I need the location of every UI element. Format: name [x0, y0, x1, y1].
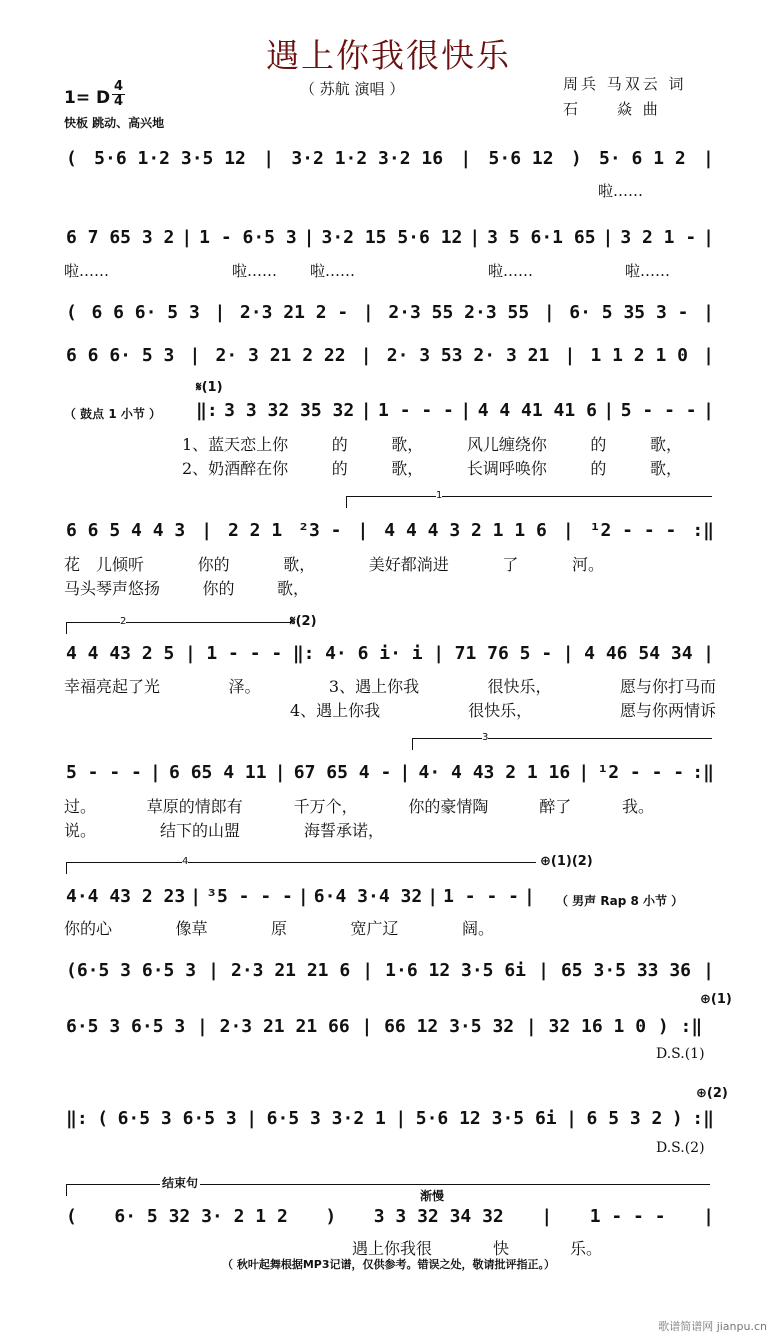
notation-token: 6 65 4 11: [169, 762, 267, 783]
notation-token: |: [469, 227, 481, 248]
notation-token: 2 2 1: [228, 520, 283, 541]
notation-token: 2·3 55 2·3 55: [388, 302, 530, 323]
lyric-word: 泽。: [228, 677, 261, 696]
notation-token: :‖: [692, 520, 714, 541]
lyric-word: 啦……: [625, 262, 671, 280]
notation-token: 3 3 32 34 32: [373, 1206, 504, 1227]
notation-token: |: [433, 643, 445, 664]
key-signature: 1= D: [64, 88, 111, 108]
notation-token: :‖: [692, 762, 714, 783]
lyric-word: 歌，: [283, 555, 316, 574]
volta-number: 2: [120, 616, 127, 627]
notation-token: 6· 5 32 3· 2 1 2: [114, 1206, 288, 1227]
notation-token: |: [201, 520, 213, 541]
notation-token: |: [562, 520, 574, 541]
notation-token: 5 - - -: [66, 762, 142, 783]
notation-token: 6 6 5 4 4 3: [66, 520, 186, 541]
lyric-word: 醉了: [539, 797, 572, 816]
lyric-word: 歌，: [391, 459, 424, 478]
lyric-word: 原: [270, 919, 287, 938]
volta-bracket: [346, 496, 712, 497]
notation-token: |: [150, 762, 161, 783]
lyric-line: [64, 576, 309, 599]
volta-number: 3: [482, 732, 489, 743]
lyric-word: 乐。: [569, 1239, 602, 1258]
notation-token: |: [541, 1206, 553, 1227]
notation-token: |: [189, 345, 201, 366]
notation-token: (6·5 3 6·5 3: [66, 960, 197, 981]
lyric-line: [64, 916, 494, 939]
volta-bracket: [66, 862, 536, 863]
notation-token: 1 - - -: [443, 886, 519, 907]
lyric-word: 你的豪情陶: [408, 797, 489, 816]
lyric-word: 2、奶酒醉在你: [182, 459, 289, 478]
notation-token: |: [297, 886, 309, 907]
score-row: [66, 762, 714, 783]
notation-token: 3·2 1·2 3·2 16: [291, 148, 444, 169]
lyric-word: 歌，: [276, 579, 309, 598]
coda-marker: ⊕(1)(2): [540, 854, 593, 869]
notation-token: 4 4 4 3 2 1 1 6: [384, 520, 547, 541]
notation-token: 6 5 3 2: [586, 1108, 663, 1129]
lyric-word: 说。: [64, 821, 97, 840]
lyric-line: [64, 794, 654, 817]
site-watermark: 歌谱简谱网 jianpu.cn: [658, 1320, 767, 1333]
notation-token: |: [603, 400, 615, 421]
notation-token: |: [543, 302, 555, 323]
notation-token: |: [427, 886, 439, 907]
ritardando-label: 渐慢: [420, 1189, 445, 1203]
lyric-line: [64, 552, 604, 575]
lyric-word: 啦……: [488, 262, 534, 280]
score-row: [66, 227, 714, 248]
drum-note: （ 鼓点 1 小节 ）: [64, 407, 162, 421]
notation-token: (: [66, 1206, 77, 1227]
notation-token: 1 1 2 1 0: [590, 345, 688, 366]
notation-token: ‖:: [66, 1108, 88, 1129]
notation-token: 3 3 32 35 32: [224, 400, 355, 421]
lyric-word: 阔。: [461, 919, 494, 938]
segno-marker: 𝄋(1): [196, 380, 223, 395]
lyric-word: 的: [331, 435, 348, 454]
notation-token: 4· 4 43 2 1 16: [418, 762, 571, 783]
notation-token: ‖:: [292, 643, 315, 664]
notation-token: |: [524, 886, 535, 907]
lyricist-credit: 周兵 马双云 词: [563, 75, 687, 93]
tempo-marking: 快板 跳动、高兴地: [64, 116, 165, 130]
segno-marker: 𝄋(2): [290, 614, 317, 629]
notation-token: |: [703, 227, 714, 248]
notation-token: |: [460, 148, 472, 169]
notation-token: |: [395, 1108, 407, 1129]
score-row: [66, 345, 714, 366]
meter-top: 4: [114, 79, 124, 94]
notation-token: |: [566, 1108, 577, 1129]
notation-token: 1 - - -: [589, 1206, 666, 1227]
dal-segno-2: D.S.(2): [656, 1140, 705, 1156]
lyric-word: 花 儿倾听: [64, 555, 145, 574]
lyric-word: 美好都淌进: [368, 555, 449, 574]
volta-bracket: [66, 622, 292, 623]
lyric-word: 宽广辽: [350, 919, 399, 938]
notation-token: |: [357, 520, 369, 541]
score-row: [66, 520, 714, 541]
volta-number: 4: [182, 856, 189, 867]
score-row: [66, 960, 714, 981]
notation-token: ): [325, 1206, 337, 1227]
lyric-word: 长调呼唤你: [466, 459, 547, 478]
notation-token: |: [602, 227, 614, 248]
notation-token: 2·3 21 21 66: [219, 1016, 350, 1037]
volta-number: 1: [436, 490, 443, 501]
ending-label: 结束句: [162, 1176, 199, 1190]
lyric-word: 快: [492, 1239, 509, 1258]
notation-token: ¹2 - - -: [589, 520, 677, 541]
lyric-word: 了: [502, 555, 519, 574]
notation-token: 66 12 3·5 32: [384, 1016, 515, 1037]
notation-token: |: [703, 302, 714, 323]
notation-token: 3·2 15 5·6 12: [321, 227, 463, 248]
notation-token: |: [197, 1016, 208, 1037]
lyric-word: 很快乐，: [487, 677, 552, 696]
notation-token: |: [274, 762, 286, 783]
notation-token: |: [399, 762, 411, 783]
notation-token: |: [562, 643, 574, 664]
notation-token: |: [564, 345, 576, 366]
notation-token: |: [703, 345, 714, 366]
lyric-word: 幸福亮起了光: [64, 677, 161, 696]
notation-token: 3 2 1 -: [620, 227, 697, 248]
notation-token: 71 76 5 -: [454, 643, 553, 664]
notation-token: (: [97, 1108, 109, 1129]
notation-token: |: [360, 345, 372, 366]
notation-token: 32 16 1 0: [548, 1016, 647, 1037]
notation-token: 5·6 12: [488, 148, 554, 169]
score-row: [66, 1108, 714, 1129]
notation-token: |: [703, 1206, 714, 1227]
lyric-line: [64, 818, 384, 841]
notation-token: 4·4 43 2 23: [66, 886, 186, 907]
notation-token: |: [525, 1016, 537, 1037]
notation-token: 6 6 6· 5 3: [91, 302, 200, 323]
notation-token: (: [66, 302, 77, 323]
notation-token: |: [362, 302, 374, 323]
score-row: [66, 302, 714, 323]
score-row: [66, 148, 714, 169]
notation-token: 4· 6 i· i: [325, 643, 423, 664]
lyric-word: 我。: [621, 797, 654, 816]
lyric-line: [290, 698, 716, 721]
notation-token: ³5 - - -: [206, 886, 293, 907]
lyric-word: 歌，: [649, 435, 682, 454]
lyric-word: 歌，: [391, 435, 424, 454]
notation-token: ‖:: [196, 400, 218, 421]
lyric-word: 你的: [197, 555, 230, 574]
lyric-line: [182, 456, 682, 479]
notation-token: 6·5 3 3·2 1: [266, 1108, 386, 1129]
notation-token: 5·6 1·2 3·5 12: [94, 148, 246, 169]
score-row: [66, 1016, 714, 1037]
score-row: [66, 886, 540, 907]
lyric-word: 啦……: [310, 262, 356, 280]
notation-token: |: [703, 400, 714, 421]
lyric-word: 很快乐，: [468, 701, 533, 720]
rap-note: （ 男声 Rap 8 小节 ）: [556, 894, 684, 908]
notation-token: 6 7 65 3 2: [66, 227, 175, 248]
lyric-word: 你的心: [64, 919, 113, 938]
lyric-word: 海誓承诺，: [303, 821, 384, 840]
notation-token: ¹2 - - -: [597, 762, 685, 783]
notation-token: 6·4 3·4 32: [313, 886, 423, 907]
notation-token: 2· 3 53 2· 3 21: [386, 345, 550, 366]
lyric-word: 4、遇上你我: [290, 701, 381, 720]
notation-token: (: [66, 148, 77, 169]
transcription-note: （ 秋叶起舞根据MP3记谱，仅供参考。错误之处，敬请批评指正。）: [222, 1258, 555, 1271]
score-row: [196, 400, 714, 421]
lyric-word: 啦……: [64, 262, 110, 280]
lyric-word: 的: [331, 459, 348, 478]
notation-token: |: [246, 1108, 258, 1129]
lyric-word: 结下的山盟: [159, 821, 240, 840]
coda-marker: ⊕(2): [696, 1086, 728, 1101]
composer-credit: 石 焱 曲: [563, 100, 661, 118]
notation-token: 5·6 12 3·5 6i: [415, 1108, 557, 1129]
lyric-word: 愿与你两情诉: [619, 701, 716, 720]
lyric-word: 1、蓝天恋上你: [182, 435, 289, 454]
notation-token: 1 - - -: [378, 400, 454, 421]
notation-token: 4 4 43 2 5: [66, 643, 175, 664]
notation-token: 67 65 4 -: [293, 762, 392, 783]
notation-token: 1 - - -: [206, 643, 283, 664]
singer-credit: （ 苏航 演唱 ）: [300, 80, 405, 98]
lyric-word: 千万个，: [293, 797, 358, 816]
notation-token: :‖: [680, 1016, 703, 1037]
notation-token: 4 4 41 41 6: [477, 400, 597, 421]
notation-token: |: [703, 960, 714, 981]
lyric-word: 风儿缠绕你: [466, 435, 547, 454]
score-row: [66, 1206, 714, 1227]
score-row: [66, 643, 714, 664]
notation-token: |: [361, 1016, 373, 1037]
notation-token: 6·5 3 6·5 3: [117, 1108, 237, 1129]
lyric-word: 3、遇上你我: [328, 677, 420, 696]
page-title: 遇上你我很快乐: [266, 36, 511, 75]
lyric-line: [182, 432, 682, 455]
notation-token: 5· 6 1 2: [599, 148, 686, 169]
notation-token: 3 5 6·1 65: [487, 227, 596, 248]
notation-token: |: [184, 643, 196, 664]
notation-token: |: [460, 400, 472, 421]
lyric-word: 过。: [64, 797, 97, 816]
notation-token: 2·3 21 21 6: [230, 960, 351, 981]
lyric-word: 的: [590, 459, 607, 478]
notation-token: 1·6 12 3·5 6i: [385, 960, 527, 981]
notation-token: ): [671, 1108, 683, 1129]
coda-marker: ⊕(1): [700, 992, 732, 1007]
lyric-word: 河。: [571, 555, 604, 574]
notation-token: |: [362, 960, 374, 981]
time-signature: [112, 80, 125, 109]
notation-token: |: [303, 227, 315, 248]
notation-token: ²3 -: [298, 520, 342, 541]
lyric-line: [64, 674, 716, 697]
notation-token: |: [360, 400, 372, 421]
notation-token: 2· 3 21 2 22: [215, 345, 346, 366]
notation-token: 4 46 54 34: [584, 643, 693, 664]
notation-token: 2·3 21 2 -: [239, 302, 349, 323]
notation-token: |: [190, 886, 202, 907]
dal-segno-1: D.S.(1): [656, 1046, 705, 1062]
notation-token: 6· 5 35 3 -: [569, 302, 689, 323]
notation-token: |: [703, 643, 714, 664]
notation-token: 5 - - -: [620, 400, 697, 421]
lyric-line: 啦……: [598, 182, 644, 200]
notation-token: :‖: [692, 1108, 714, 1129]
notation-token: |: [208, 960, 219, 981]
notation-token: |: [703, 148, 714, 169]
lyric-word: 歌，: [649, 459, 682, 478]
lyric-word: 像草: [175, 919, 208, 938]
lyric-word: 草原的情郎有: [146, 797, 243, 816]
notation-token: 6 6 6· 5 3: [66, 345, 175, 366]
notation-token: 6·5 3 6·5 3: [66, 1016, 186, 1037]
lyric-word: 的: [590, 435, 607, 454]
lyric-word: 遇上你我很: [352, 1239, 433, 1258]
notation-token: |: [578, 762, 590, 783]
notation-token: ): [657, 1016, 669, 1037]
lyric-word: 马头琴声悠扬: [64, 579, 161, 598]
lyric-word: 你的: [202, 579, 235, 598]
notation-token: 65 3·5 33 36: [560, 960, 692, 981]
notation-token: |: [263, 148, 275, 169]
notation-token: 1 - 6·5 3: [199, 227, 297, 248]
meter-bottom: 4: [114, 94, 124, 109]
notation-token: |: [181, 227, 193, 248]
lyric-word: 愿与你打马而: [619, 677, 716, 696]
notation-token: ): [570, 148, 582, 169]
volta-bracket: [412, 738, 712, 739]
lyric-word: 啦……: [232, 262, 278, 280]
notation-token: |: [214, 302, 226, 323]
notation-token: |: [538, 960, 549, 981]
